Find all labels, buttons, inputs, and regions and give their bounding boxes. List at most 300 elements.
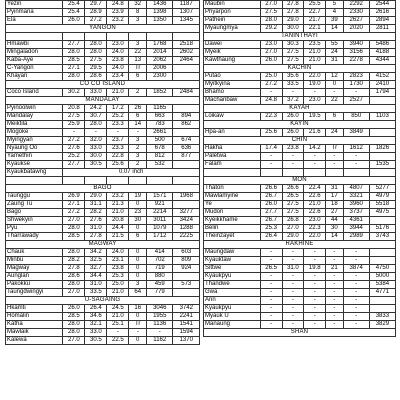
value-cell: 17.2 xyxy=(107,105,129,113)
value-cell: 663 xyxy=(147,113,173,121)
value-cell: 4750 xyxy=(369,265,395,273)
value-cell: 719 xyxy=(147,265,173,273)
value-cell: 25.4 xyxy=(63,1,85,9)
station-row xyxy=(204,161,396,169)
value-cell: 28.2 xyxy=(63,257,85,265)
value-cell: 3 xyxy=(129,17,147,25)
value-cell: 27.5 xyxy=(282,209,304,217)
station-name: Bago xyxy=(6,209,63,217)
value-cell: 24.5 xyxy=(107,305,129,313)
value-cell: 27.5 xyxy=(282,49,304,57)
station-name: Myaungmya xyxy=(204,25,261,33)
value-cell: 28.0 xyxy=(85,41,107,49)
value-cell: 3944 xyxy=(343,225,369,233)
value-cell: 924 xyxy=(173,265,200,273)
empty-cell xyxy=(85,177,107,185)
value-cell: 0 xyxy=(129,265,147,273)
value-cell: 1571 xyxy=(147,193,173,201)
value-cell: 894 xyxy=(173,113,200,121)
value-cell: 22.3 xyxy=(304,225,326,233)
station-name: Thaton xyxy=(204,185,261,193)
value-cell: 3960 xyxy=(343,201,369,209)
region-header-row xyxy=(6,241,200,249)
station-row xyxy=(6,153,200,161)
value-cell: - xyxy=(304,161,326,169)
value-cell: 12 xyxy=(326,73,343,81)
value-cell: - xyxy=(343,297,369,305)
value-cell: 6 xyxy=(129,113,147,121)
value-cell: 27.0 xyxy=(63,217,85,225)
value-cell: 5486 xyxy=(369,41,395,49)
station-name: Falam xyxy=(204,161,261,169)
value-cell: 3742 xyxy=(173,305,200,313)
value-cell: - xyxy=(304,273,326,281)
empty-cell xyxy=(173,33,200,41)
value-cell: 23.9 xyxy=(107,9,129,17)
station-row xyxy=(204,209,396,217)
value-cell: - xyxy=(343,289,369,297)
value-cell: 28.5 xyxy=(63,57,85,65)
value-cell: 8 xyxy=(129,9,147,17)
value-cell: 1307 xyxy=(173,9,200,17)
value-cell: 809 xyxy=(173,257,200,265)
value-cell: 22.3 xyxy=(260,113,282,121)
station-name: Mudon xyxy=(204,209,261,217)
value-cell: 2616 xyxy=(369,9,395,17)
value-cell: 1535 xyxy=(369,161,395,169)
value-cell: - xyxy=(304,257,326,265)
value-cell: 26.9 xyxy=(63,193,85,201)
station-row xyxy=(6,193,200,201)
station-row xyxy=(6,145,200,153)
value-cell: 28.0 xyxy=(63,49,85,57)
station-name: Taunggu xyxy=(6,193,63,201)
value-cell: 26.0 xyxy=(63,305,85,313)
station-name: C-Yangon xyxy=(6,65,63,73)
value-cell: 23.2 xyxy=(107,193,129,201)
empty-cell xyxy=(260,169,282,177)
value-cell: - xyxy=(282,89,304,97)
value-cell: 24 xyxy=(326,49,343,57)
value-cell: 25.3 xyxy=(107,273,129,281)
value-cell: 1826 xyxy=(369,145,395,153)
station-row xyxy=(204,193,396,201)
value-cell: 28.0 xyxy=(85,121,107,129)
value-cell: 6 xyxy=(326,113,343,121)
value-cell: 23.0 xyxy=(107,41,129,49)
value-cell: 18 xyxy=(326,201,343,209)
value-cell: 3277 xyxy=(173,209,200,217)
region-name: SHAN xyxy=(204,329,396,337)
value-cell: 1345 xyxy=(173,17,200,25)
station-name: Taungdwingyi xyxy=(6,289,63,297)
value-cell: 27.5 xyxy=(282,57,304,65)
value-cell: 1350 xyxy=(147,17,173,25)
spacer-row xyxy=(6,33,200,41)
value-cell: 25.2 xyxy=(63,153,85,161)
value-cell: 1136 xyxy=(147,321,173,329)
empty-cell xyxy=(63,33,85,41)
value-cell: 23.8 xyxy=(107,57,129,65)
value-cell: 1594 xyxy=(173,329,200,337)
station-name: Chauk xyxy=(6,249,63,257)
value-cell: 26.6 xyxy=(260,185,282,193)
value-cell: 27.2 xyxy=(63,209,85,217)
station-name: Shwekyin xyxy=(6,217,63,225)
value-cell: 26 xyxy=(129,105,147,113)
value-cell xyxy=(173,161,200,169)
value-cell: 459 xyxy=(147,281,173,289)
value-cell: 25.5 xyxy=(304,1,326,9)
value-cell: Tr xyxy=(129,65,147,73)
station-name: Myingyan xyxy=(6,137,63,145)
value-cell: 44 xyxy=(326,217,343,225)
value-cell: 37.2 xyxy=(282,97,304,105)
value-cell: 3156 xyxy=(343,49,369,57)
station-row xyxy=(204,185,396,193)
station-row xyxy=(204,321,396,329)
value-cell: 21.0 xyxy=(107,289,129,297)
value-cell: 3 xyxy=(129,281,147,289)
value-cell: 19.8 xyxy=(304,265,326,273)
value-cell: 779 xyxy=(147,289,173,297)
value-cell: 30.0 xyxy=(85,153,107,161)
value-cell: - xyxy=(343,153,369,161)
value-cell: - xyxy=(304,281,326,289)
value-cell: 20.8 xyxy=(63,105,85,113)
value-cell: 30 xyxy=(129,217,147,225)
station-name: Kyauktaw xyxy=(204,257,261,265)
station-name: Paletwa xyxy=(204,153,261,161)
value-cell: - xyxy=(282,153,304,161)
station-note: 0.07 inch xyxy=(63,169,200,177)
station-row xyxy=(6,201,200,209)
station-name: Theinzayet xyxy=(204,233,261,241)
value-cell: 24.4 xyxy=(107,225,129,233)
value-cell: - xyxy=(260,321,282,329)
value-cell: - xyxy=(304,249,326,257)
station-row xyxy=(204,41,396,49)
station-name: Pyinmana xyxy=(6,9,63,17)
value-cell: 921 xyxy=(147,201,173,209)
station-name: Pyu xyxy=(6,225,63,233)
station-name: Mawlaik xyxy=(6,329,63,337)
value-cell xyxy=(173,289,200,297)
value-cell: - xyxy=(129,329,147,337)
value-cell: - xyxy=(147,329,173,337)
value-cell: - xyxy=(326,305,343,313)
value-cell: Tr xyxy=(326,145,343,153)
value-cell: 32.5 xyxy=(85,257,107,265)
station-name: Kawthaung xyxy=(204,57,261,65)
value-cell: 29.5 xyxy=(85,65,107,73)
value-cell: - xyxy=(282,249,304,257)
value-cell: 27 xyxy=(326,209,343,217)
value-cell: 21.0 xyxy=(304,201,326,209)
value-cell: 2602 xyxy=(173,49,200,57)
station-row xyxy=(6,121,200,129)
value-cell: 23.5 xyxy=(304,41,326,49)
value-cell: 27.5 xyxy=(85,57,107,65)
empty-cell xyxy=(129,33,147,41)
station-name: Aunglan xyxy=(6,273,63,281)
value-cell: - xyxy=(304,89,326,97)
value-cell xyxy=(369,257,395,265)
value-cell: 532 xyxy=(147,161,173,169)
value-cell xyxy=(369,97,395,105)
station-row xyxy=(204,217,396,225)
station-row xyxy=(204,273,396,281)
value-cell: 3737 xyxy=(343,209,369,217)
value-cell: 880 xyxy=(147,273,173,281)
value-cell: - xyxy=(343,257,369,265)
value-cell: 21.5 xyxy=(107,233,129,241)
value-cell: 0 xyxy=(129,249,147,257)
value-cell: - xyxy=(326,249,343,257)
value-cell: 31.0 xyxy=(282,265,304,273)
value-cell: 32.0 xyxy=(85,137,107,145)
region-name: U-SAGAING xyxy=(6,297,200,305)
station-name: Ela xyxy=(6,17,63,25)
value-cell: - xyxy=(304,305,326,313)
station-row xyxy=(6,57,200,65)
station-name: Kyaukbatawng xyxy=(6,169,63,177)
value-cell: 2014 xyxy=(147,49,173,57)
value-cell: - xyxy=(85,129,107,137)
value-cell: - xyxy=(304,313,326,321)
region-header-row xyxy=(204,137,396,145)
station-row xyxy=(204,257,396,265)
value-cell xyxy=(369,129,395,137)
spacer-row xyxy=(6,177,200,185)
value-cell: 27.7 xyxy=(63,161,85,169)
value-cell: 22.0 xyxy=(304,233,326,241)
spacer-row xyxy=(204,169,396,177)
station-row xyxy=(204,313,396,321)
value-cell: 33.0 xyxy=(85,89,107,97)
station-row xyxy=(6,65,200,73)
value-cell: 25.1 xyxy=(107,321,129,329)
value-cell: 16 xyxy=(129,305,147,313)
value-cell: - xyxy=(326,153,343,161)
value-cell: 2300 xyxy=(147,73,173,81)
value-cell xyxy=(369,249,395,257)
station-row xyxy=(6,73,200,81)
value-cell: 2330 xyxy=(343,9,369,17)
station-name: Pyinoolwin xyxy=(6,105,63,113)
station-row xyxy=(6,329,200,337)
value-cell xyxy=(369,305,395,313)
value-cell: 24 xyxy=(326,129,343,137)
value-cell: 30.3 xyxy=(282,41,304,49)
value-cell: 26.0 xyxy=(63,17,85,25)
value-cell: - xyxy=(260,313,282,321)
value-cell: 23.0 xyxy=(304,217,326,225)
region-header-row xyxy=(6,297,200,305)
value-cell xyxy=(173,73,200,81)
station-name: Pathein xyxy=(204,17,261,25)
station-row xyxy=(6,17,200,25)
value-cell: 23.8 xyxy=(107,265,129,273)
value-cell: 28.6 xyxy=(63,273,85,281)
station-row xyxy=(6,49,200,57)
value-cell: 29.0 xyxy=(282,233,304,241)
empty-cell xyxy=(85,33,107,41)
value-cell: 23.0 xyxy=(304,97,326,105)
value-cell: 21.3 xyxy=(107,201,129,209)
station-row xyxy=(6,305,200,313)
value-cell: 33.5 xyxy=(85,289,107,297)
value-cell: 14.2 xyxy=(304,145,326,153)
value-cell: 2225 xyxy=(173,233,200,241)
value-cell: 4 xyxy=(326,9,343,17)
station-name: Myitkyina xyxy=(204,81,261,89)
station-row xyxy=(204,49,396,57)
region-header-row xyxy=(6,81,200,89)
value-cell: 32 xyxy=(129,1,147,9)
value-cell: 55 xyxy=(326,41,343,49)
value-cell: 32.7 xyxy=(85,265,107,273)
station-name: Tharrawady xyxy=(6,233,63,241)
empty-cell xyxy=(63,177,85,185)
station-row xyxy=(6,209,200,217)
station-row xyxy=(204,265,396,273)
value-cell: - xyxy=(304,297,326,305)
value-cell: - xyxy=(282,289,304,297)
value-cell: 500 xyxy=(147,137,173,145)
value-cell: 29.0 xyxy=(85,193,107,201)
region-header-row xyxy=(204,33,396,41)
value-cell: 29.2 xyxy=(260,25,282,33)
value-cell: - xyxy=(343,249,369,257)
station-row xyxy=(6,137,200,145)
station-row xyxy=(204,57,396,65)
value-cell: 27.0 xyxy=(282,225,304,233)
value-cell: 19 xyxy=(129,193,147,201)
station-row xyxy=(204,1,396,9)
station-row xyxy=(6,233,200,241)
value-cell: 2823 xyxy=(343,73,369,81)
station-row xyxy=(204,145,396,153)
value-cell: Tr xyxy=(129,321,147,329)
value-cell: 2527 xyxy=(343,97,369,105)
value-cell: 13 xyxy=(129,57,147,65)
station-name: Meiktila xyxy=(6,121,63,129)
value-cell: 32.1 xyxy=(85,321,107,329)
station-name: Mandalay xyxy=(6,113,63,121)
value-cell xyxy=(173,129,200,137)
value-cell: 27.2 xyxy=(63,137,85,145)
value-cell: 29.7 xyxy=(85,1,107,9)
value-cell: 22.4 xyxy=(304,185,326,193)
station-name: Mogoke xyxy=(6,129,63,137)
value-cell: 1955 xyxy=(147,313,173,321)
station-name: Bhamo xyxy=(204,89,261,97)
station-name: Maungdaw xyxy=(204,249,261,257)
value-cell: 0 xyxy=(129,257,147,265)
value-cell: 27.2 xyxy=(260,81,282,89)
value-cell: 5277 xyxy=(369,185,395,193)
value-cell: 28.0 xyxy=(260,17,282,25)
value-cell: 39 xyxy=(326,17,343,25)
value-cell: 26.4 xyxy=(85,305,107,313)
value-cell: 27.2 xyxy=(85,17,107,25)
value-cell: - xyxy=(107,129,129,137)
station-name: Hakha xyxy=(204,145,261,153)
value-cell: 850 xyxy=(343,113,369,121)
station-name: Nyaung Oo xyxy=(6,145,63,153)
value-cell: - xyxy=(260,281,282,289)
station-name: Magway xyxy=(6,265,63,273)
station-row xyxy=(204,81,396,89)
value-cell: 1103 xyxy=(369,113,395,121)
value-cell: - xyxy=(282,297,304,305)
region-header-row xyxy=(6,185,200,193)
value-cell: 0 xyxy=(129,273,147,281)
station-name: Mingaladon xyxy=(6,49,63,57)
station-name: Phyarpon xyxy=(204,9,261,17)
empty-cell xyxy=(6,177,63,185)
value-cell: 5176 xyxy=(369,225,395,233)
value-cell: - xyxy=(343,161,369,169)
value-cell: 1852 xyxy=(147,89,173,97)
value-cell: 2661 xyxy=(147,129,173,137)
value-cell: 1398 xyxy=(147,9,173,17)
value-cell: 2544 xyxy=(369,1,395,9)
value-cell: 2627 xyxy=(343,17,369,25)
value-cell: 3 xyxy=(129,41,147,49)
station-name: Zaung Tu xyxy=(6,201,63,209)
value-cell: 2518 xyxy=(173,41,200,49)
region-header-row xyxy=(6,97,200,105)
value-cell: 1794 xyxy=(369,89,395,97)
value-cell: 24.0 xyxy=(107,249,129,257)
region-header-row xyxy=(204,105,396,113)
value-cell xyxy=(173,105,200,113)
region-header-row xyxy=(204,65,396,73)
value-cell: 14 xyxy=(326,233,343,241)
empty-cell xyxy=(107,33,129,41)
value-cell: 1187 xyxy=(173,1,200,9)
station-name: Belin xyxy=(204,225,261,233)
value-cell: 2811 xyxy=(369,25,395,33)
value-cell: 21.0 xyxy=(304,57,326,65)
station-row xyxy=(204,233,396,241)
region-name: CO CO ISLAND xyxy=(6,81,200,89)
station-row xyxy=(204,25,396,33)
value-cell: 22 xyxy=(129,49,147,57)
region-name: KAYIN xyxy=(204,121,396,129)
value-cell: 1370 xyxy=(173,337,200,345)
value-cell: 1541 xyxy=(173,321,200,329)
value-cell: 0 xyxy=(129,313,147,321)
value-cell: 4771 xyxy=(369,289,395,297)
empty-cell xyxy=(369,169,395,177)
value-cell: 27.5 xyxy=(282,201,304,209)
station-name: Kyeikkhame xyxy=(204,217,261,225)
value-cell: 31.0 xyxy=(85,281,107,289)
value-cell: 28.0 xyxy=(63,321,85,329)
region-name: MON xyxy=(204,177,396,185)
value-cell: 27.8 xyxy=(282,1,304,9)
value-cell: - xyxy=(326,289,343,297)
value-cell: 28.9 xyxy=(85,9,107,17)
value-cell: 4344 xyxy=(369,57,395,65)
value-cell: - xyxy=(343,273,369,281)
region-name: BAGO xyxy=(6,185,200,193)
value-cell: 17 xyxy=(326,193,343,201)
region-name: TANINTHAYI xyxy=(204,33,396,41)
